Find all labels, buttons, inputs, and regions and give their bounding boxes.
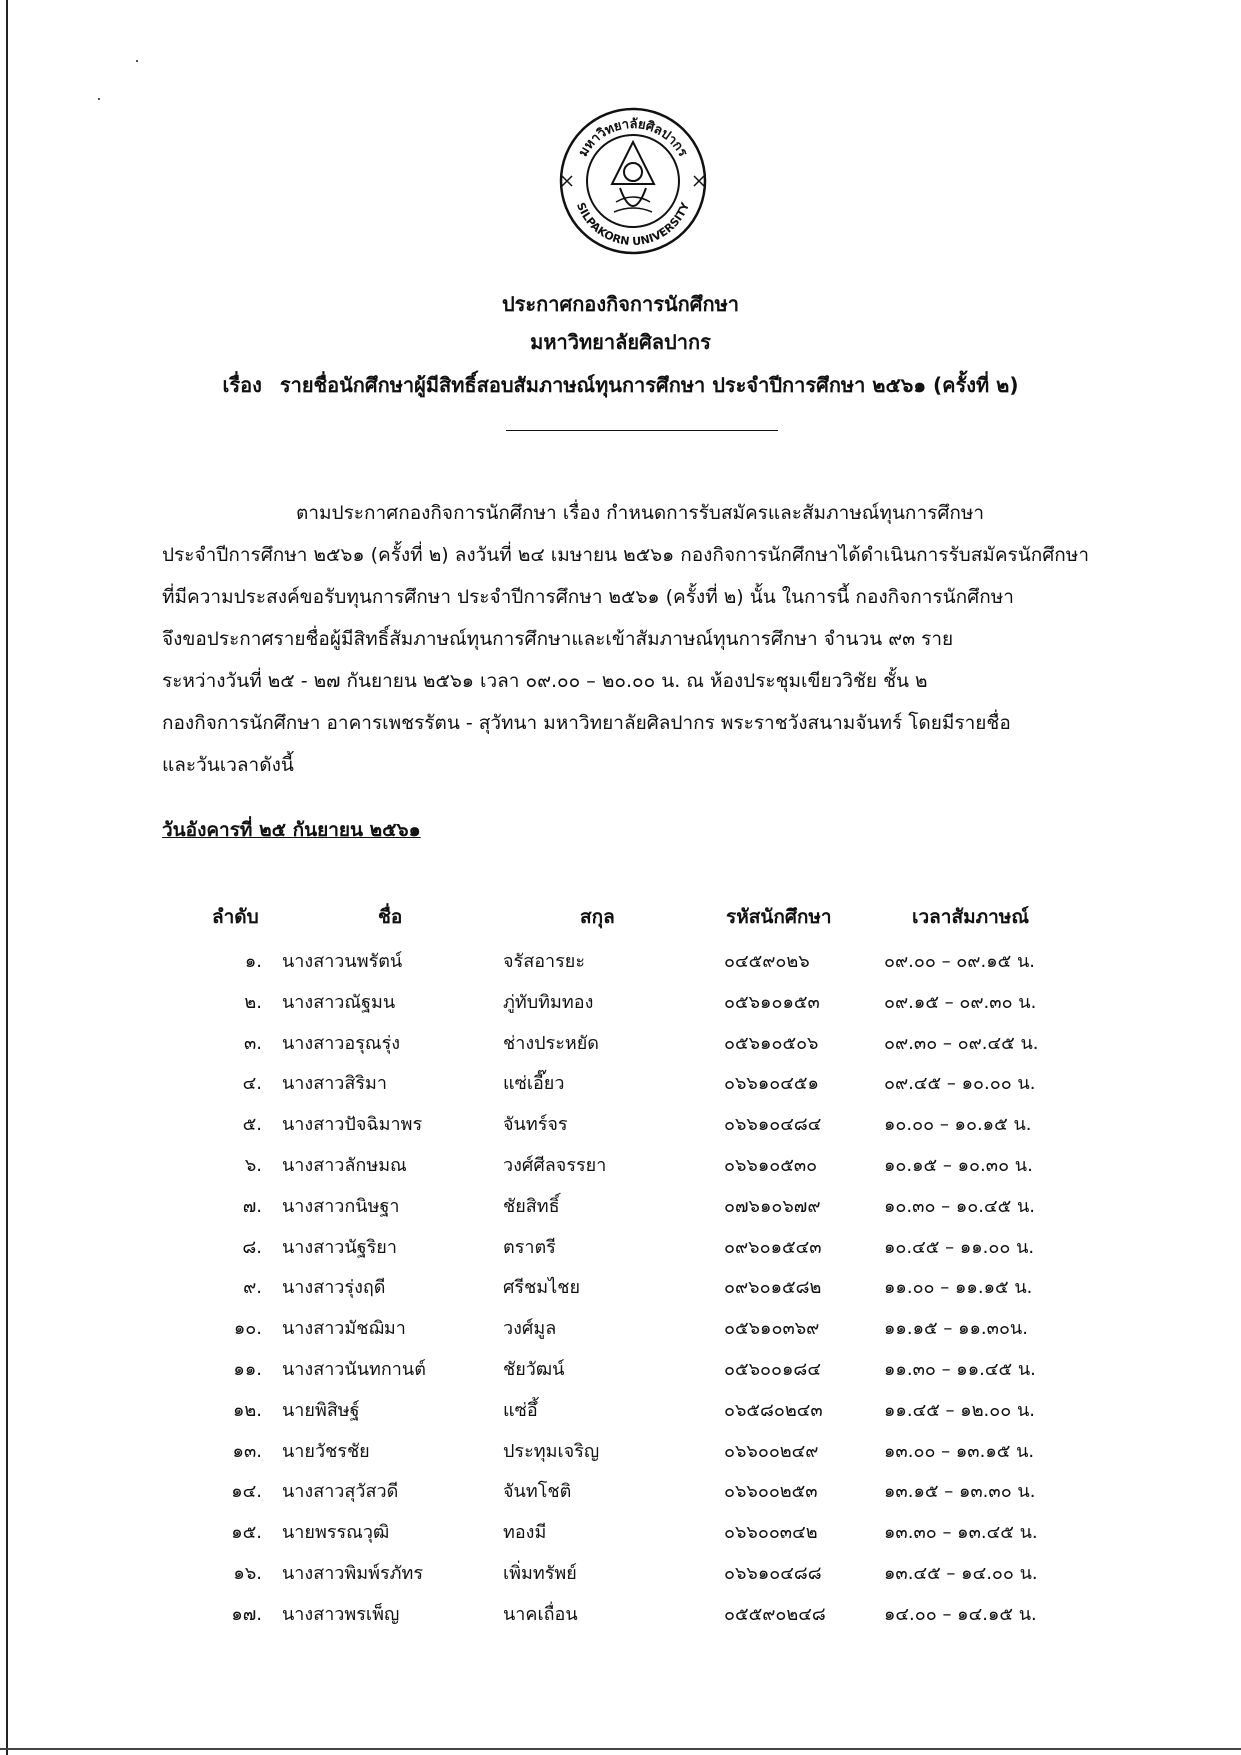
- university-name: มหาวิทยาลัยศิลปากร: [530, 330, 711, 354]
- interview-date-heading: วันอังคารที่ ๒๕ กันยายน ๒๕๖๑: [162, 819, 421, 841]
- table-row: [0, 1558, 1241, 1598]
- seal-top-text: มหาวิทยาลัยศิลปากร: [575, 116, 691, 160]
- row-number: ๖.: [244, 1155, 262, 1176]
- row-number: ๕.: [242, 1114, 262, 1136]
- interview-time: ๐๙.๓๐ – ๐๙.๔๕ น.: [884, 1032, 1039, 1054]
- column-header-name: ชื่อ: [378, 906, 403, 928]
- student-id: ๐๖๖๐๐๓๔๒: [724, 1522, 818, 1544]
- student-id: ๐๕๖๑๐๓๖๙: [724, 1318, 820, 1340]
- subject-label: เรื่อง: [222, 373, 262, 397]
- student-surname: จรัสอารยะ: [503, 951, 586, 972]
- student-id: ๐๖๖๐๐๒๔๙: [724, 1440, 819, 1462]
- row-number: ๑.: [244, 951, 262, 972]
- row-number: ๑๖.: [233, 1563, 262, 1584]
- student-surname: แซ่อึ้: [503, 1399, 538, 1421]
- row-number: ๔.: [242, 1073, 262, 1095]
- student-name: นายพิสิษฐ์: [282, 1399, 360, 1421]
- scan-speck: [98, 98, 100, 100]
- row-number: ๑๔.: [231, 1481, 262, 1503]
- student-name: นางสาวนันทกานต์: [282, 1359, 426, 1380]
- student-name: นางสาวณัฐมน: [282, 991, 396, 1013]
- scan-speck: [136, 60, 138, 62]
- row-number: ๑๒.: [232, 1399, 262, 1421]
- svg-text:มหาวิทยาลัยศิลปากร: [576, 117, 690, 159]
- column-header-student-id: รหัสนักศึกษา: [726, 906, 832, 928]
- row-number: ๑๕.: [231, 1522, 262, 1544]
- table-row: [0, 1028, 1241, 1068]
- interview-time: ๑๐.๓๐ – ๑๐.๔๕ น.: [884, 1195, 1035, 1217]
- paragraph-line: ประจำปีการศึกษา ๒๕๖๑ (ครั้งที่ ๒) ลงวันที่ ๒๔ เมษายน ๒๕๖๑ กองกิจการนักศึกษาได้ดำเนินการรับสมัครนักศึกษา: [162, 544, 1090, 566]
- table-row: [0, 1476, 1241, 1516]
- student-name: นายวัชรชัย: [282, 1440, 370, 1462]
- student-name: นางสาวสุวัสวดี: [282, 1481, 399, 1503]
- announcement-subject: [0, 369, 1241, 401]
- interview-time: ๑๑.๔๕ – ๑๒.๐๐ น.: [884, 1399, 1035, 1421]
- student-surname: แซ่เอี๊ยว: [503, 1073, 565, 1095]
- interview-time: ๑๐.๔๕ – ๑๑.๐๐ น.: [884, 1236, 1035, 1258]
- student-surname: ภู่ทับทิมทอง: [503, 991, 594, 1013]
- student-name: นางสาวลักษมณ: [282, 1155, 407, 1176]
- column-header-no: ลำดับ: [212, 906, 259, 928]
- table-row: [0, 1109, 1241, 1149]
- student-id: ๐๖๖๑๐๕๓๐: [724, 1155, 818, 1176]
- interview-time: ๑๐.๑๕ – ๑๐.๓๐ น.: [884, 1155, 1033, 1176]
- student-id: ๐๖๕๘๐๒๔๓: [724, 1399, 823, 1421]
- student-surname: วงศ์ศีลจรรยา: [503, 1155, 607, 1176]
- interview-time: ๑๑.๐๐ – ๑๑.๑๕ น.: [884, 1277, 1033, 1299]
- student-name: นางสาวรุ่งฤดี: [282, 1277, 386, 1299]
- student-id: ๐๕๖๑๐๑๕๓: [724, 991, 820, 1013]
- column-header-surname: สกุล: [580, 906, 615, 928]
- student-name: นางสาวมัชฌิมา: [282, 1318, 406, 1340]
- table-row: [0, 946, 1241, 986]
- table-row: [0, 1068, 1241, 1108]
- student-surname: ชัยวัฒน์: [503, 1359, 565, 1380]
- paragraph-line: กองกิจการนักศึกษา อาคารเพชรรัตน - สุวัทนา มหาวิทยาลัยศิลปากร พระราชวังสนามจันทร์ โดยมีรายชื่อ: [162, 712, 1011, 734]
- student-id: ๐๙๖๐๑๕๔๓: [724, 1236, 822, 1258]
- paragraph-line: ระหว่างวันที่ ๒๕ - ๒๗ กันยายน ๒๕๖๑ เวลา ๐๙.๐๐ – ๒๐.๐๐ น. ณ ห้องประชุมเขียววิชัย ชั้น ๒: [162, 670, 928, 692]
- row-number: ๑๑.: [233, 1359, 262, 1380]
- student-id: ๐๕๖๑๐๕๐๖: [724, 1032, 819, 1054]
- row-number: ๒.: [244, 991, 262, 1013]
- student-name: นายพรรณวุฒิ: [282, 1522, 390, 1544]
- table-row: [0, 1313, 1241, 1353]
- scan-edge-bottom: [0, 1748, 1241, 1750]
- interview-time: ๑๓.๐๐ – ๑๓.๑๕ น.: [884, 1440, 1035, 1462]
- student-name: นางสาวอรุณรุ่ง: [282, 1032, 401, 1054]
- seal-bottom-text: SILPAKORN UNIVERSITY: [574, 200, 692, 249]
- student-name: นางสาวพิมพ์รภัทร: [282, 1563, 424, 1584]
- table-row: [0, 1272, 1241, 1312]
- student-surname: วงศ์มูล: [503, 1318, 557, 1340]
- table-row: [0, 1354, 1241, 1394]
- interview-time: ๑๓.๔๕ – ๑๔.๐๐ น.: [884, 1563, 1038, 1584]
- table-row: [0, 1517, 1241, 1557]
- table-row: [0, 1599, 1241, 1639]
- student-surname: ช่างประหยัด: [503, 1032, 599, 1054]
- student-id: ๐๙๖๐๑๕๘๒: [724, 1277, 822, 1299]
- student-id: ๐๖๖๑๐๔๘๔: [724, 1114, 822, 1136]
- row-number: ๑๓.: [232, 1440, 262, 1462]
- column-header-time: เวลาสัมภาษณ์: [912, 906, 1029, 928]
- row-number: ๓.: [243, 1032, 262, 1054]
- interview-time: ๑๑.๑๕ – ๑๑.๓๐น.: [884, 1318, 1028, 1340]
- student-name: นางสาวพรเพ็ญ: [282, 1603, 400, 1625]
- interview-time: ๐๙.๔๕ – ๑๐.๐๐ น.: [884, 1073, 1036, 1095]
- student-surname: ทองมี: [503, 1522, 547, 1544]
- interview-time: ๑๐.๐๐ – ๑๐.๑๕ น.: [884, 1114, 1032, 1136]
- table-row: [0, 1150, 1241, 1190]
- interview-time: ๑๑.๓๐ – ๑๑.๔๕ น.: [884, 1359, 1036, 1380]
- student-id: ๐๖๖๐๐๒๕๓: [724, 1481, 818, 1503]
- student-surname: ชัยสิทธิ์: [503, 1195, 560, 1217]
- row-number: ๑๐.: [233, 1318, 262, 1340]
- interview-time: ๑๓.๑๕ – ๑๓.๓๐ น.: [884, 1481, 1036, 1503]
- heading-divider: [506, 430, 778, 431]
- announcement-issuer: ประกาศกองกิจการนักศึกษา: [501, 292, 739, 316]
- interview-time: ๑๔.๐๐ – ๑๔.๑๕ น.: [884, 1603, 1037, 1625]
- row-number: ๑๗.: [231, 1603, 262, 1625]
- student-surname: จันทร์จร: [503, 1114, 568, 1136]
- student-id: ๐๕๕๙๐๒๔๘: [724, 1603, 826, 1625]
- student-surname: ศรีชมไชย: [503, 1277, 580, 1299]
- student-name: นางสาวสิริมา: [282, 1073, 388, 1095]
- student-surname: จันทโชติ: [503, 1481, 572, 1503]
- paragraph-line: ตามประกาศกองกิจการนักศึกษา เรื่อง กำหนดการรับสมัครและสัมภาษณ์ทุนการศึกษา: [296, 502, 985, 524]
- student-name: นางสาวกนิษฐา: [282, 1195, 400, 1217]
- student-id: ๐๗๖๑๐๖๗๙: [724, 1195, 821, 1217]
- paragraph-line: และวันเวลาดังนี้: [162, 754, 294, 776]
- student-name: นางสาวนัฐริยา: [282, 1236, 397, 1258]
- row-number: ๙.: [243, 1277, 262, 1299]
- row-number: ๘.: [242, 1236, 262, 1258]
- student-surname: ตราตรี: [503, 1236, 556, 1258]
- student-surname: เพิ่มทรัพย์: [503, 1563, 577, 1584]
- student-id: ๐๕๖๐๐๑๘๔: [724, 1359, 821, 1380]
- student-name: นางสาวนพรัตน์: [282, 951, 403, 972]
- table-row: [0, 1191, 1241, 1231]
- interview-time: ๐๙.๑๕ – ๐๙.๓๐ น.: [884, 991, 1037, 1013]
- table-row: [0, 1232, 1241, 1272]
- student-surname: ประทุมเจริญ: [503, 1440, 600, 1462]
- subject-text: รายชื่อนักศึกษาผู้มีสิทธิ์สอบสัมภาษณ์ทุนการศึกษา ประจำปีการศึกษา ๒๕๖๑ (ครั้งที่ ๒): [279, 373, 1019, 397]
- table-row: [0, 987, 1241, 1027]
- table-row: [0, 1436, 1241, 1476]
- row-number: ๗.: [242, 1195, 262, 1217]
- student-id: ๐๔๕๙๐๒๖: [724, 951, 810, 972]
- student-surname: นาคเถื่อน: [503, 1603, 578, 1625]
- university-seal-logo: [558, 106, 708, 256]
- interview-time: ๑๓.๓๐ – ๑๓.๔๕ น.: [884, 1522, 1038, 1544]
- interview-time: ๐๙.๐๐ – ๐๙.๑๕ น.: [884, 951, 1035, 972]
- student-name: นางสาวปัจฉิมาพร: [282, 1114, 423, 1136]
- paragraph-line: ที่มีความประสงค์ขอรับทุนการศึกษา ประจำปีการศึกษา ๒๕๖๑ (ครั้งที่ ๒) นั้น ในการนี้ กองกิจการนักศึกษา: [162, 586, 1014, 608]
- paragraph-line: จึงขอประกาศรายชื่อผู้มีสิทธิ์สัมภาษณ์ทุนการศึกษาและเข้าสัมภาษณ์ทุนการศึกษา จำนวน ๙๓ ราย: [162, 628, 954, 650]
- student-id: ๐๖๖๑๐๔๕๑: [724, 1073, 819, 1095]
- table-row: [0, 1395, 1241, 1435]
- student-id: ๐๖๖๑๐๔๘๘: [724, 1563, 822, 1584]
